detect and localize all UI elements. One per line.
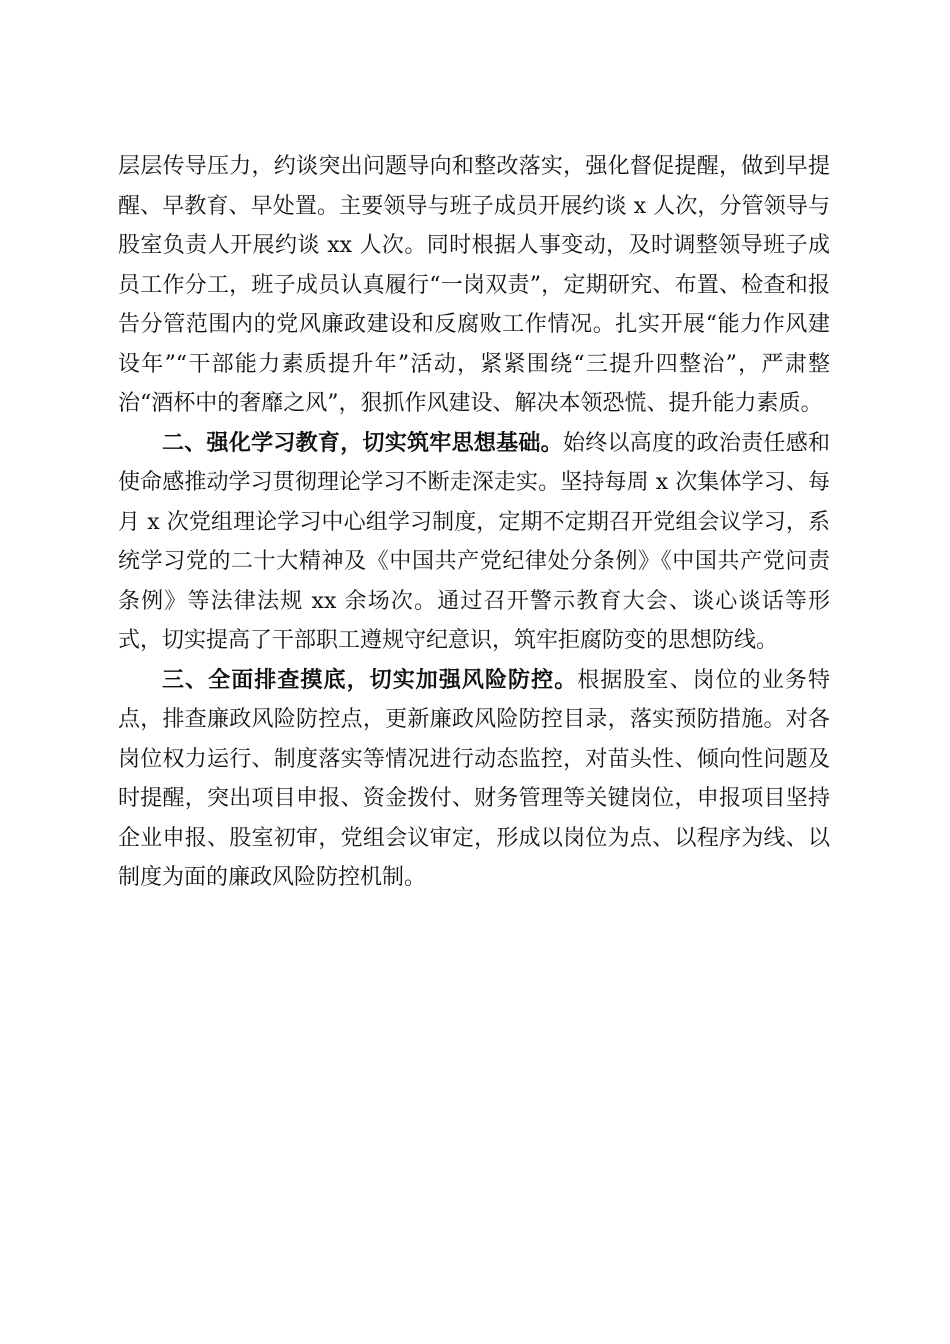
- paragraph-continuation: [118, 147, 830, 424]
- section-three-heading: 三、全面排查摸底，切实加强风险防控。: [162, 667, 578, 693]
- document-body: [118, 147, 830, 898]
- paragraph-section-two: [118, 424, 830, 661]
- paragraph-2-text: 始终以高度的政治责任感和使命感推动学习贯彻理论学习不断走深走实。坚持每周 x 次集体学习、每月 x 次党组理论学习中心组学习制度，定期不定期召开党组会议学习，系统学习党的二十大精神及《中国共产党纪律处分条例》《中国共产党问责条例》等法律法规 xx 余场次。通过召开警示教育大会、谈心谈话等形式，切实提高了干部职工遵规守纪意识，筑牢拒腐防变的思想防线。: [118, 430, 830, 653]
- paragraph-1-text: 层层传导压力，约谈突出问题导向和整改落实，强化督促提醒，做到早提醒、早教育、早处置。主要领导与班子成员开展约谈 x 人次，分管领导与股室负责人开展约谈 xx 人次。同时根据人事变动，及时调整领导班子成员工作分工，班子成员认真履行“一岗双责”，定期研究、布置、检查和报告分管范围内的党风廉政建设和反腐败工作情况。扎实开展“能力作风建设年”“干部能力素质提升年”活动，紧紧围绕“三提升四整治”，严肃整治“酒杯中的奢靡之风”，狠抓作风建设、解决本领恐慌、提升能力素质。: [118, 154, 830, 416]
- paragraph-3-text: 根据股室、岗位的业务特点，排查廉政风险防控点，更新廉政风险防控目录，落实预防措施。对各岗位权力运行、制度落实等情况进行动态监控，对苗头性、倾向性问题及时提醒，突出项目申报、资金拨付、财务管理等关键岗位，申报项目坚持企业申报、股室初审，党组会议审定，形成以岗位为点、以程序为线、以制度为面的廉政风险防控机制。: [118, 667, 830, 890]
- paragraph-section-three: [118, 661, 830, 898]
- section-two-heading: 二、强化学习教育，切实筑牢思想基础。: [162, 430, 563, 456]
